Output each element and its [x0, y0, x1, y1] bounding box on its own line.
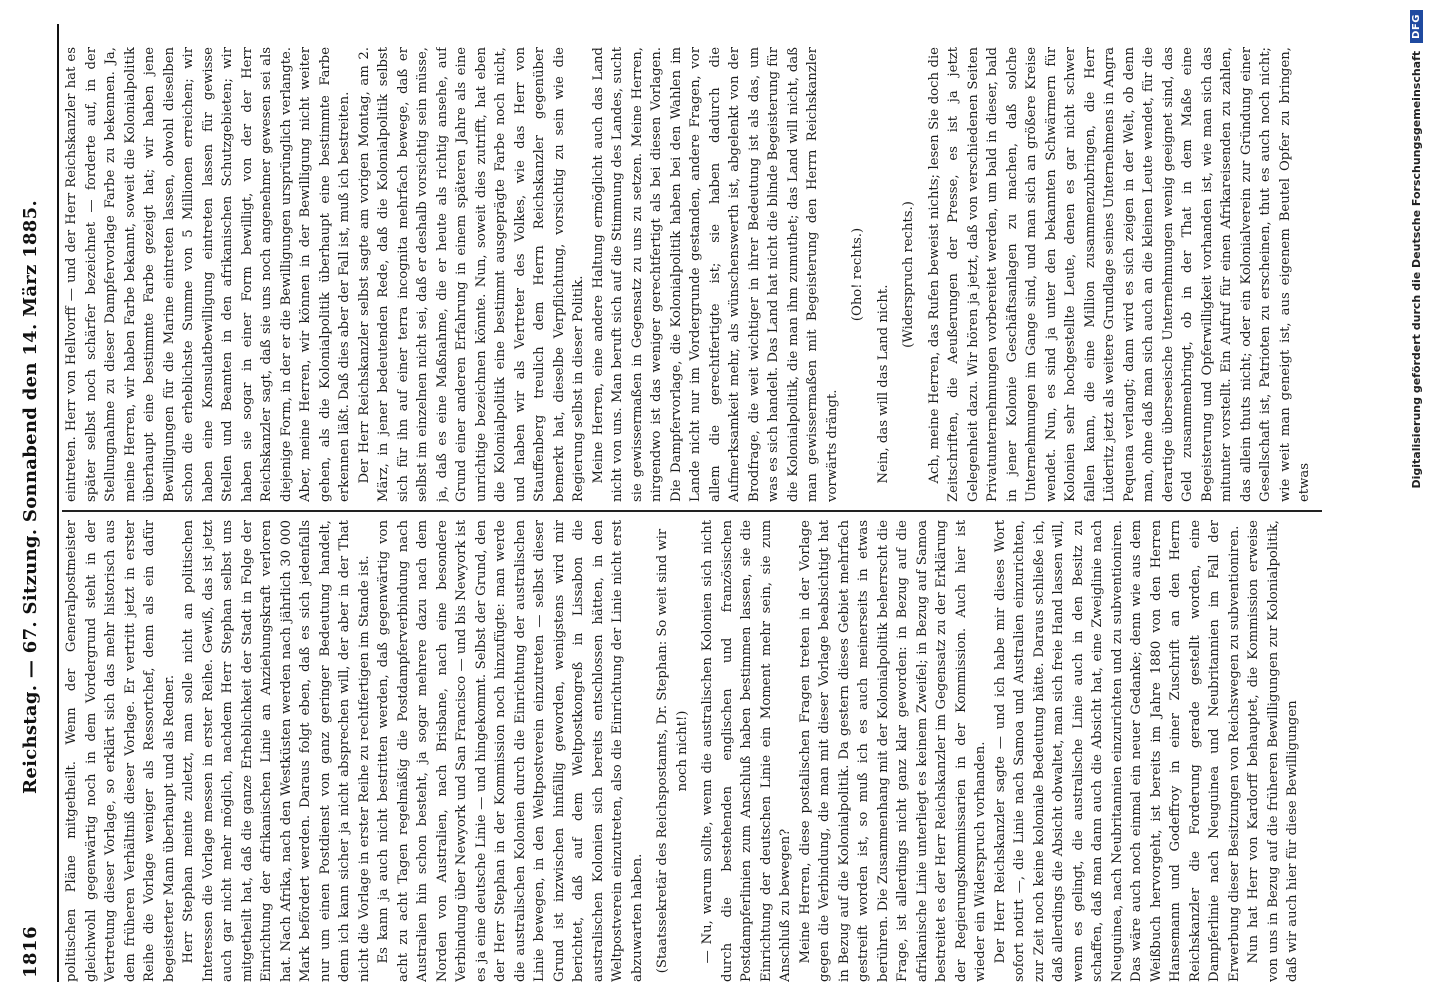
text-columns: [62, 24, 1322, 982]
paragraph: Meine Herren, eine andere Haltung ermöglicht auch das Land nicht von uns. Man beruft sich auf die Stimmung des Landes, sucht sie gewissermaßen in Gegensatz zu uns zu setzen. Meine Herren, nirgendwo ist das weniger gerechtfertigt als bei diesen Vorlagen. Die Dampfervorlage, die Kolonialpolitik haben bei den Wahlen im Lande nicht nur im Vordergrunde gestanden, andere Fragen, vor allem die gerechtfertigte ist; sie haben dadurch die Aufmerksamkeit mehr, als wünschenswerth ist, abgelenkt von der Brodfrage, die weit wichtiger in ihrer Bedeutung ist als das, um was es sich handelt. Das Land hat nicht die blinde Begeisterung für die Kolonialpolitik, die man ihm zumuthet; das Land will nicht, daß man gewissermaßen mit Begeisterung den Herrn Reichskanzler vorwärts drängt.: [590, 47, 840, 502]
digitization-credit: [1405, 10, 1427, 880]
column-divider: [62, 510, 1322, 512]
column-right: [62, 47, 1322, 502]
paragraph: politischen Pläne mitgetheilt. Wenn der Generalpostmeister gleichwohl gegenwärtig noch in dem Vordergrund steht in der Vertretung dieser Vorlage, so erklärt sich das mehr historisch aus dem früheren Verhältniß dieser Vorlage. Er vertritt jetzt in erster Reihe die Vorlage weniger als Ressortchef, denn als ein dafür begeisterter Mann überhaupt und als Redner.: [64, 520, 177, 982]
page-number: 1816: [19, 925, 41, 978]
running-title: Reichstag. — 67. Sitzung. Sonnabend den 14. März 1885.: [19, 199, 41, 794]
paragraph: Ach, meine Herren, das Rufen beweist nichts; lesen Sie doch die Zeitschriften, die Aeußerungen der Presse, es ist ja jetzt Gelegenheit dazu. Wir hören ja jetzt, daß von verschiedenen Seiten Privatunternehmungen vorbereitet werden, um bald in dieser, bald in jener Kolonie Geschäftsanlagen zu machen, daß solche Unternehmungen im Gange sind, und man sich an größere Kreise wendet. Nun, es sind ja unter den bekannten Schwärmern für Kolonien sehr hochgestellte Leute, denen es gar nicht schwer fallen kann, die eine Million zusammenzubringen, die Herr Lüderitz jetzt als weitere Grundlage seines Unternehmens in Angra Pequena verlangt; dann wird es sich zeigen in der Welt, ob denn man, ohne daß man sich auch an die kleinen Leute wendet, für die derartige überseeische Unternehmungen wenig geeignet sind, das Geld zusammenbringt, ob in der That in dem Maße eine Begeisterung und Opferwilligkeit vorhanden ist, wie man sich das mitunter vorstellt. Ein Aufruf für einen Afrikareisenden zu zahlen, das allein thuts nicht; oder ein Kolonialverein zur Gründung einer Gesellschaft ist, Patrioten zu erscheinen, thut es auch noch nicht; wie weit man geneigt ist, aus eigenem Beutel Opfer zu bringen, etwas: [926, 47, 1312, 502]
column-left: [62, 520, 1322, 982]
paragraph: Nein, das will das Land nicht.: [875, 284, 891, 484]
interjection: (Staatssekretär des Reichspostamts, Dr. Stephan: So weit sind wir noch nicht!): [655, 528, 690, 974]
interjection: (Oho! rechts.): [850, 227, 865, 322]
paragraph: Nun hat Herr von Kardorff behauptet, die Kommission erweise von uns in Bezug auf die früheren Bewilligungen zur Kolonialpolitik, daß wir auch hier für diese Bewilligungen: [1246, 520, 1300, 982]
paragraph: Der Herr Reichskanzler selbst sagte am vorigen Montag, am 2. März, in jener bedeutenden Rede, daß die Kolonialpolitik selbst sich für ihn auf einer terra incognita mehrfach bewege, daß er selbst im einzelnen nicht sei, daß er deshalb vorsichtig sein müsse, ja, daß es eine Maßnahme, die er heute als richtig ansehe, auf Grund einer anderen Erfahrung in einem späteren Jahre als eine unrichtige bezeichnen könnte. Nun, soweit dies zutrifft, hat eben die Kolonialpolitik eine bestimmt ausgeprägte Farbe noch nicht, und haben wir als Vertreter des Volkes, wie das Herr von Stauffenberg treulich dem Herrn Reichskanzler gegenüber bemerkt hat, dieselbe Verpflichtung, vorsichtig zu sein wie die Regierung selbst in dieser Politik.: [356, 47, 586, 502]
paragraph: eintreten. Herr von Hellvorff — und der Herr Reichskanzler hat es später selbst noch schärfer bezeichnet — forderte auf, in der Stellungnahme zu dieser Dampfervorlage Farbe zu bekennen. Ja, meine Herren, wir haben Farbe bekannt, soweit die Kolonialpolitik überhaupt eine bestimmte Farbe gezeigt hat; wir haben jene Bewilligungen für die Marine eintreten lassen, obwohl dieselben schon die erheblichste Summe von 5 Millionen erreichen; wir haben eine Konsulatbewilligung eintreten lassen für gewisse Stellen und Beamten in den afrikanischen Schutzgebieten; wir haben sie sogar in einer Form bewilligt, von der der Herr Reichskanzler sagt, daß sie uns noch angenehmer gewesen sei als diejenige Form, in der er die Bewilligungen ursprünglich verlangte. Aber, meine Herren, wir können in der Bewilligung nicht weiter gehen, als die Kolonialpolitik überhaupt eine bestimmte Farbe erkennen läßt. Daß dies aber der Fall ist, muß ich bestreiten.: [64, 47, 352, 502]
interjection: (Widerspruch rechts.): [901, 201, 916, 348]
paragraph: Herr Stephan meinte zuletzt, man solle nicht an politischen Interessen die Vorlage messen in erster Reihe. Gewiß, das ist jetzt auch gar nicht mehr möglich, nachdem Herr Stephan selbst uns mitgetheilt hat, daß die ganze Erheblichkeit der Stadt in Folge der Einrichtung der afrikanischen Linie an Anziehungskraft verloren hat. Nach Afrika, nach den Westküsten werden nach jährlich 30 000 Mark befördert werden. Daraus folgt eben, daß es sich jedenfalls nur um einen Postdienst von ganz geringer Bedeutung handelt, denn ich kann sicher ja nicht absprechen will, der aber in der That nicht die Vorlage in erster Reihe zu rechtfertigen im Stande ist.: [181, 520, 372, 982]
paragraph: Es kann ja auch nicht bestritten werden, daß gegenwärtig von acht zu acht Tagen regelmäßig die Postdampferverbindung nach Australien hin schon besteht, ja sogar mehrere dazu nach dem Norden von Australien, nach Brisbane, nach eine besondere Verbindung über Newyork und San Francisco — und bis Newyork ist es ja eine deutsche Linie — und hingekommt. Selbst der Grund, den der Herr Stephan in der Kommission noch hinzufügte: man werde die australischen Kolonien durch die Einrichtung der australischen Linie bewegen, in den Weltpostverein einzutreten — selbst dieser Grund ist inzwischen hinfällig geworden, wenigstens wird mir berichtet, daß auf dem Weltpostkongreß in Lissabon die australischen Kolonien sich bereits entschlossen hätten, in den Weltpostverein einzutreten, also die Einrichtung der Linie nicht erst abzuwarten haben.: [376, 520, 645, 982]
paragraph: Meine Herren, diese postalischen Fragen treten in der Vorlage gegen die Verbindung, die man mit dieser Vorlage beabsichtigt hat in Bezug auf die Kolonialpolitik. Da gestern dieses Gebiet mehrfach gestreift worden ist, so muß ich es auch meinerseits in etwas berühren. Die Zusammenhang mit der Kolonialpolitik beherrscht die Frage, ist allerdings nicht ganz klar geworden: in Bezug auf die afrikanische Linie unterliegt es keinem Zweifel; in Bezug auf Samoa bestreitet es der Herr Reichskanzler im Gegensatz zu der Erklärung der Regierungskommissarien in der Kommission. Auch hier ist wieder ein Widerspruch vorhanden.: [797, 520, 988, 982]
page-header: [4, 28, 56, 978]
paragraph: — Nu, warum sollte, wenn die australischen Kolonien sich nicht durch die bestehenden englischen und französischen Postdampferlinien zum Anschluß haben bestimmen lassen, sie die Einrichtung der deutschen Linie ein Moment mehr sein, sie zum Anschluß zu bewegen?: [700, 520, 793, 982]
paragraph: Der Herr Reichskanzler sagte — und ich habe mir dieses Wort sofort notirt —, die Linie nach Samoa und Australien einzurichten, zur Zeit noch keine koloniale Bedeutung hätte. Daraus schließe ich, daß allerdings die Absicht obwaltet, man sich freie Hand lassen will, wenn es gelingt, die australische Linie auch in den Besitz zu schaffen, daß man dann auch die Absicht hat, eine Zweiglinie nach Neuguinea, nach Neubritannien einzurichten und zu subventioniren. Das wäre auch noch einmal ein neuer Gedanke; denn wie aus dem Weißbuch hervorgeht, ist bereits im Jahre 1880 von den Herren Hansemann und Godeffroy in einer Zuschrift an den Herrn Reichskanzler die Forderung gerade gestellt worden, eine Dampferlinie nach Neuguinea und Neubritannien im Fall der Erwerbung dieser Besitzungen von Reichswegen zu subventioniren.: [992, 520, 1242, 982]
header-rule: [57, 24, 59, 982]
credit-text: Digitalisierung gefördert durch die Deutsche Forschungsgemeinschaft: [1409, 50, 1423, 489]
dfg-logo: DFG: [1410, 10, 1423, 43]
